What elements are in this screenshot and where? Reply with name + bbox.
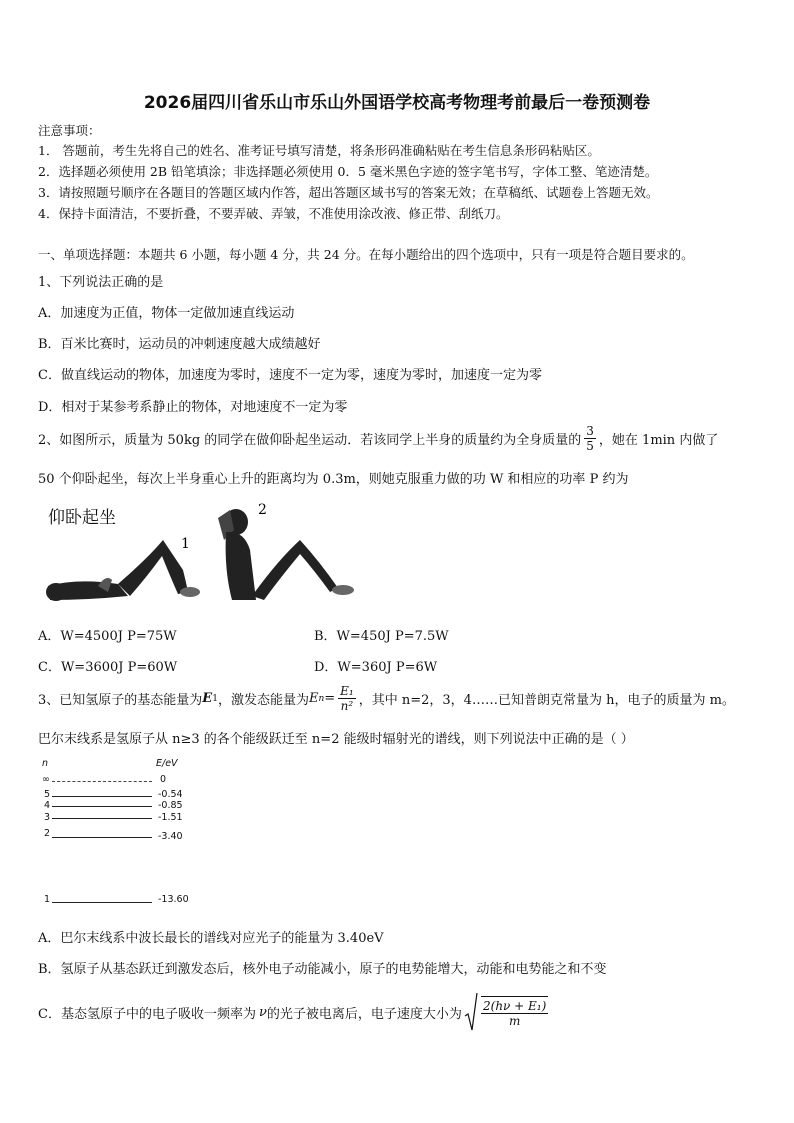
q3-stem-line2: 巴尔末线系是氢原子从 n≥3 的各个能级跃迁至 n=2 能级时辐射光的谱线，则下列说法中正确的是（ ） [38,732,634,747]
q3-fraction-num: E₁ [340,684,354,698]
q2-stem-part2: ，她在 1min 内做了 [598,433,719,448]
level-n-inf: ∞ [42,774,50,785]
pose-lying [46,540,200,601]
q2-option-c: C．W=3600J P=60W [38,660,178,675]
q3-fraction [338,684,356,713]
q3-option-c-fraction [481,996,548,1028]
notice-item-1: 1． 答题前，考生先将自己的姓名、准考证号填写清楚，将条形码准确粘贴在考生信息条形码粘贴区。 [38,143,600,158]
axis-n-label: n [42,758,49,769]
q3-stem [38,684,735,713]
q2-stem-line2: 50 个仰卧起坐，每次上半身重心上升的距离均为 0.3m，则她克服重力做的功 W 和相应的功率 P 约为 [38,472,629,487]
level-n-1: 1 [44,894,51,905]
q3-option-c-den: m [508,1014,521,1028]
level-n-2: 2 [44,828,51,839]
axis-e-label: E/eV [156,758,178,769]
pose-1-label: 1 [181,536,190,552]
q1-option-d: D．相对于某参考系静止的物体，对地速度不一定为零 [38,400,348,415]
sqrt-expression [464,992,551,1032]
level-e-1: -13.60 [158,894,189,905]
q1-option-b: B．百米比赛时，运动员的冲刺速度越大成绩越好 [38,337,321,352]
q3-option-a: A．巴尔末线系中波长最长的谱线对应光子的能量为 3.40eV [38,931,384,946]
page-title: 2026届四川省乐山市乐山外国语学校高考物理考前最后一卷预测卷 [143,93,651,113]
q2-fraction-den: 5 [586,439,594,453]
q3-stem-part2: ，激发态能量为 [217,693,309,708]
q3-option-b: B．氢原子从基态跃迁到激发态后，核外电子动能减小，原子的电势能增大，动能和电势能之和不变 [38,962,607,977]
q3-option-c-nu: ν [258,1004,267,1020]
q2-fraction [584,424,596,453]
q2-option-a: A．W=4500J P=75W [38,629,177,644]
q2-option-b: B．W=450J P=7.5W [314,629,449,644]
sqrt-icon [464,992,478,1032]
section-heading: 一、单项选择题：本题共 6 小题，每小题 4 分，共 24 分。在每小题给出的四个选项中，只有一项是符合题目要求的。 [38,247,694,262]
level-line-5 [52,796,152,797]
q3-en-sub: n [318,693,325,704]
notice-item-2: 2．选择题必须使用 2B 铅笔填涂；非选择题必须使用 0．5 毫米黑色字迹的签字笔书写，字体工整、笔迹清楚。 [38,164,658,179]
pose-2-label: 2 [258,502,267,518]
notice-heading: 注意事项： [38,123,101,138]
q3-option-c-num: 2(hν + E₁) [483,999,547,1013]
pose-sitting [218,509,354,600]
q3-e1-sub: 1 [212,693,218,704]
q3-en: E [308,691,319,706]
level-line-4 [52,806,152,807]
level-e-inf: 0 [160,774,167,785]
level-e-5: -0.54 [158,789,183,800]
level-e-3: -1.51 [158,812,183,823]
q2-stem-part1: 2、如图所示，质量为 50kg 的同学在做仰卧起坐运动．若该同学上半身的质量约为全身质量的 [38,433,582,448]
level-n-5: 5 [44,789,51,800]
level-line-2 [52,837,152,838]
level-n-3: 3 [44,812,51,823]
level-line-3 [52,818,152,819]
q3-stem-part3: ，其中 n=2，3，4……已知普朗克常量为 h，电子的质量为 m。 [358,693,735,708]
level-e-4: -0.85 [158,800,183,811]
q1-option-a: A．加速度为正值，物体一定做加速直线运动 [38,306,295,321]
level-line-inf [52,781,152,782]
level-e-2: -3.40 [158,831,183,842]
energy-level-ground [38,892,208,908]
notice-item-3: 3．请按照题号顺序在各题目的答题区域内作答，超出答题区域书写的答案无效；在草稿纸、试题卷上答题无效。 [38,185,659,200]
q3-option-c-part2: 的光子被电离后，电子速度大小为 [266,1006,462,1022]
energy-level-diagram [38,758,208,908]
q2-stem [38,424,718,453]
q3-fraction-den: n² [340,699,354,713]
level-n-4: 4 [44,800,51,811]
q3-stem-part1: 3、已知氢原子的基态能量为 [38,693,203,708]
level-line-1 [52,902,152,903]
q3-e1: E [202,691,213,706]
q2-fraction-num: 3 [586,424,594,438]
figure-caption: 仰卧起坐 [48,508,116,528]
q1-option-c: C．做直线运动的物体，加速度为零时，速度不一定为零，速度为零时，加速度一定为零 [38,368,542,383]
q3-option-c [38,992,551,1032]
q3-eq: = [324,691,336,706]
q2-option-d: D．W=360J P=6W [314,660,438,675]
q3-option-c-part1: C．基态氢原子中的电子吸收一频率为 [38,1006,256,1022]
notice-item-4: 4．保持卡面清洁，不要折叠，不要弄破、弄皱，不准使用涂改液、修正带、刮纸刀。 [38,206,509,221]
q1-stem: 1、下列说法正确的是 [38,275,164,290]
